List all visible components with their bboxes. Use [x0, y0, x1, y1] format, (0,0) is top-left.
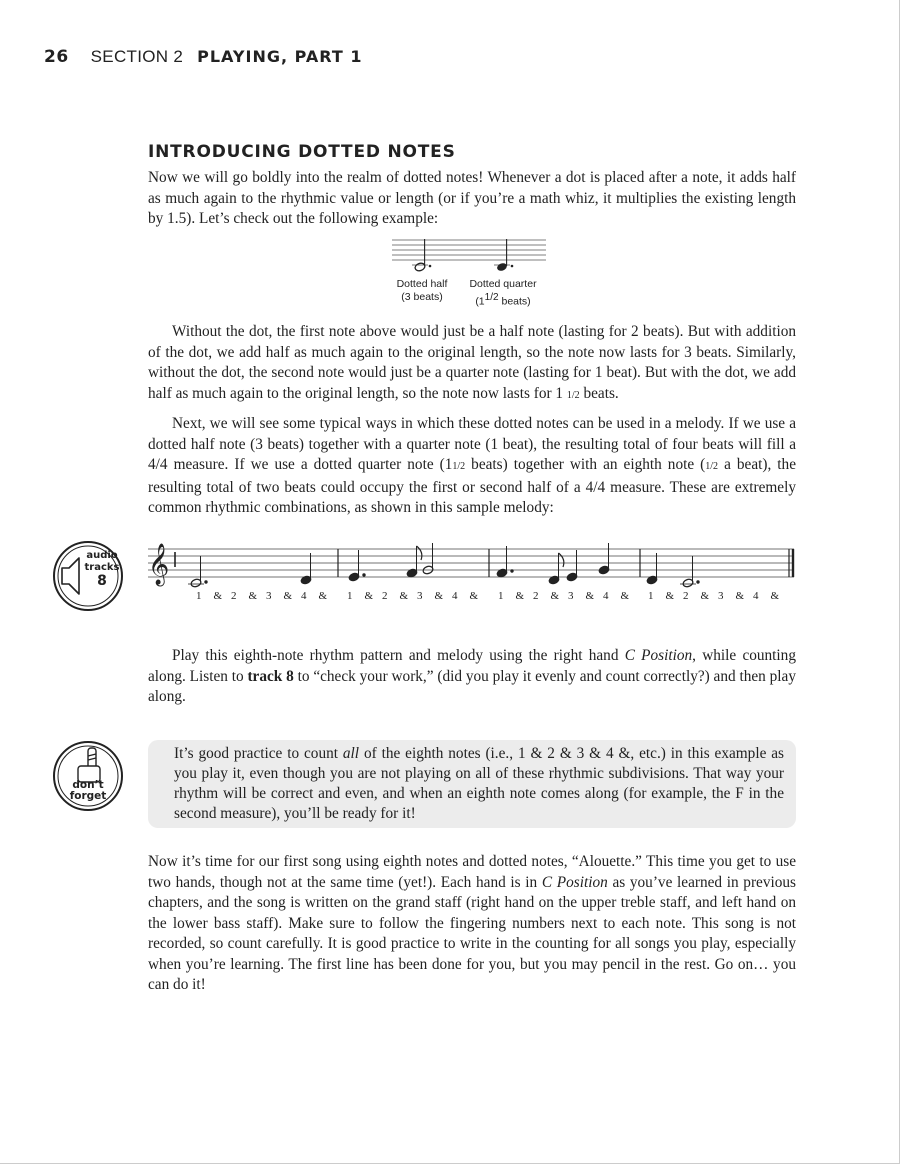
- count-label: &: [665, 590, 675, 602]
- caption-dotted-quarter-title: Dotted quarter: [469, 278, 537, 290]
- p2-end: beats.: [579, 384, 619, 402]
- caption-beats-prefix: (1: [475, 295, 485, 308]
- treble-clef-icon: 𝄞: [148, 544, 170, 585]
- p4-text-a: Play this eighth-note rhythm pattern and melody using the right hand: [172, 647, 625, 664]
- count-label: &: [550, 590, 560, 602]
- count-label: &: [213, 590, 223, 602]
- count-label: &: [469, 590, 479, 602]
- dotted-quarter-note: [496, 239, 513, 272]
- count-label: &: [515, 590, 525, 602]
- count-label: 1: [648, 590, 654, 602]
- count-label: 3: [718, 590, 724, 602]
- p4-text-c: to “check your work,” (did you play it evenly and count correctly?) and then play along.: [148, 667, 796, 705]
- count-label: 2: [231, 590, 237, 602]
- caption-dotted-half: [384, 278, 460, 304]
- melody-notes: [188, 543, 699, 588]
- tip-text-a: It’s good practice to count: [174, 745, 343, 762]
- caption-fraction: 1/2: [484, 292, 499, 303]
- count-label: &: [364, 590, 374, 602]
- audio-badge-track-number: 8: [97, 573, 107, 589]
- caption-dotted-quarter: [462, 278, 544, 309]
- section-label: SECTION 2: [90, 47, 184, 66]
- dont-forget-label: [60, 780, 116, 802]
- count-label: 4: [753, 590, 759, 602]
- page-number: 26: [44, 47, 69, 67]
- melody-staff-lines: [148, 549, 794, 577]
- p5-text-b: as you’ve learned in previous chapters, and the song is written on the grand staff (right hand on the upper treble staff, and left hand on the lower bass staff). Make sure to follow the fingering numbers next to each note. This song is not recorded, so count carefully. It is good practice to write in the counting for all songs you play, especially when you’re learning. The first line has been done for you, but you may pencil in the rest. Go on… you can do it!: [148, 873, 796, 993]
- count-label: 1: [498, 590, 504, 602]
- p4-track-reference: track 8: [247, 667, 294, 685]
- tip-text: [174, 744, 784, 824]
- caption-dotted-half-beats: (3 beats): [401, 291, 443, 303]
- count-label: &: [283, 590, 293, 602]
- caption-beats-suffix: beats): [498, 295, 531, 308]
- section-heading: INTRODUCING DOTTED NOTES: [148, 142, 456, 162]
- p4-c-position: C Position: [624, 647, 693, 664]
- tip-emphasis: all: [342, 745, 360, 762]
- audio-badge-line2: tracks: [84, 562, 120, 573]
- caption-dotted-quarter-beats: [462, 291, 544, 309]
- p2-text: Without the dot, the first note above would just be a half note (lasting for 2 beats). But with addition of the dot, we add half as much again to the original length, so the note now lasts for 3 beats. Similarly, without the dot, the second note would just be a quarter note (lasting for 1 beat). But with the dot, we add half as much again to the original length, so the note now lasts for 1: [148, 323, 796, 402]
- count-label: 3: [568, 590, 574, 602]
- count-label: 1: [347, 590, 353, 602]
- dont-forget-line1: don’t: [72, 779, 104, 791]
- count-label: 3: [266, 590, 272, 602]
- running-head: [44, 47, 362, 71]
- count-label: &: [399, 590, 409, 602]
- count-label: &: [735, 590, 745, 602]
- p3-fraction-1: 1/2: [452, 461, 466, 472]
- count-label: &: [434, 590, 444, 602]
- paragraph-alouette-intro: [148, 852, 796, 996]
- count-label: &: [620, 590, 630, 602]
- audio-badge-line1: audio: [86, 550, 118, 561]
- count-label: &: [318, 590, 328, 602]
- dotted-half-note: [414, 239, 431, 272]
- paragraph-combinations: [148, 414, 796, 519]
- count-label: 4: [301, 590, 307, 602]
- count-label: 2: [533, 590, 539, 602]
- section-title: PLAYING, PART 1: [197, 47, 363, 66]
- tip-text-b: of the eighth notes (i.e., 1 & 2 & 3 & 4 &, etc.) in this example as you play it, even though you are not playing on all of these rhythmic subdivisions. That way your rhythm will be correct and even, and when an eighth note comes along (for example, the F in the second measure), you’ll be ready for it!: [174, 745, 784, 822]
- count-label: 1: [196, 590, 202, 602]
- paragraph-play-along: [148, 646, 796, 708]
- p4-text-b: , while counting along. Listen to: [148, 647, 796, 685]
- p2-fraction: 1/2: [566, 389, 580, 401]
- count-label: 2: [683, 590, 689, 602]
- paragraph-intro: Now we will go boldly into the realm of dotted notes! Whenever a dot is placed after a note, it adds half as much again to the rhythmic value or length (or if you’re a math whiz, it multiplies the existing length by 1.5). Let’s check out the following example:: [148, 169, 796, 227]
- p5-text-a: Now it’s time for our first song using eighth notes and dotted notes, “Alouette.” This time you get to use two hands, though not at the same time (yet!). Each hand is in: [148, 853, 796, 891]
- count-label: 4: [452, 590, 458, 602]
- count-label: 4: [603, 590, 609, 602]
- audio-badge-label: [82, 550, 122, 589]
- count-labels: [196, 590, 796, 610]
- p3-fraction-2: 1/2: [705, 461, 719, 472]
- staff-lines: [392, 240, 546, 265]
- count-label: &: [700, 590, 710, 602]
- p3-text-c: a beat), the resulting total of two beats could occupy the first or second half of a 4/4 measure. These are extremely common rhythmic combinations, as shown in this sample melody:: [148, 456, 796, 516]
- p3-text-a: Next, we will see some typical ways in which these dotted notes can be used in a melody. If we use a dotted half note (3 beats) together with a quarter note (1 beat), the resulting total of four beats will fill a 4/4 measure. If we use a dotted quarter note (1: [148, 415, 796, 473]
- paragraph-dot-explanation: [148, 322, 796, 406]
- caption-dotted-half-title: Dotted half: [396, 278, 448, 290]
- dont-forget-line2: forget: [69, 790, 107, 802]
- count-label: 3: [417, 590, 423, 602]
- count-label: &: [585, 590, 595, 602]
- count-label: &: [770, 590, 780, 602]
- count-label: 2: [382, 590, 388, 602]
- p3-text-b: beats) together with an eighth note (: [465, 456, 706, 473]
- p5-c-position: C Position: [541, 873, 608, 891]
- count-label: &: [248, 590, 258, 602]
